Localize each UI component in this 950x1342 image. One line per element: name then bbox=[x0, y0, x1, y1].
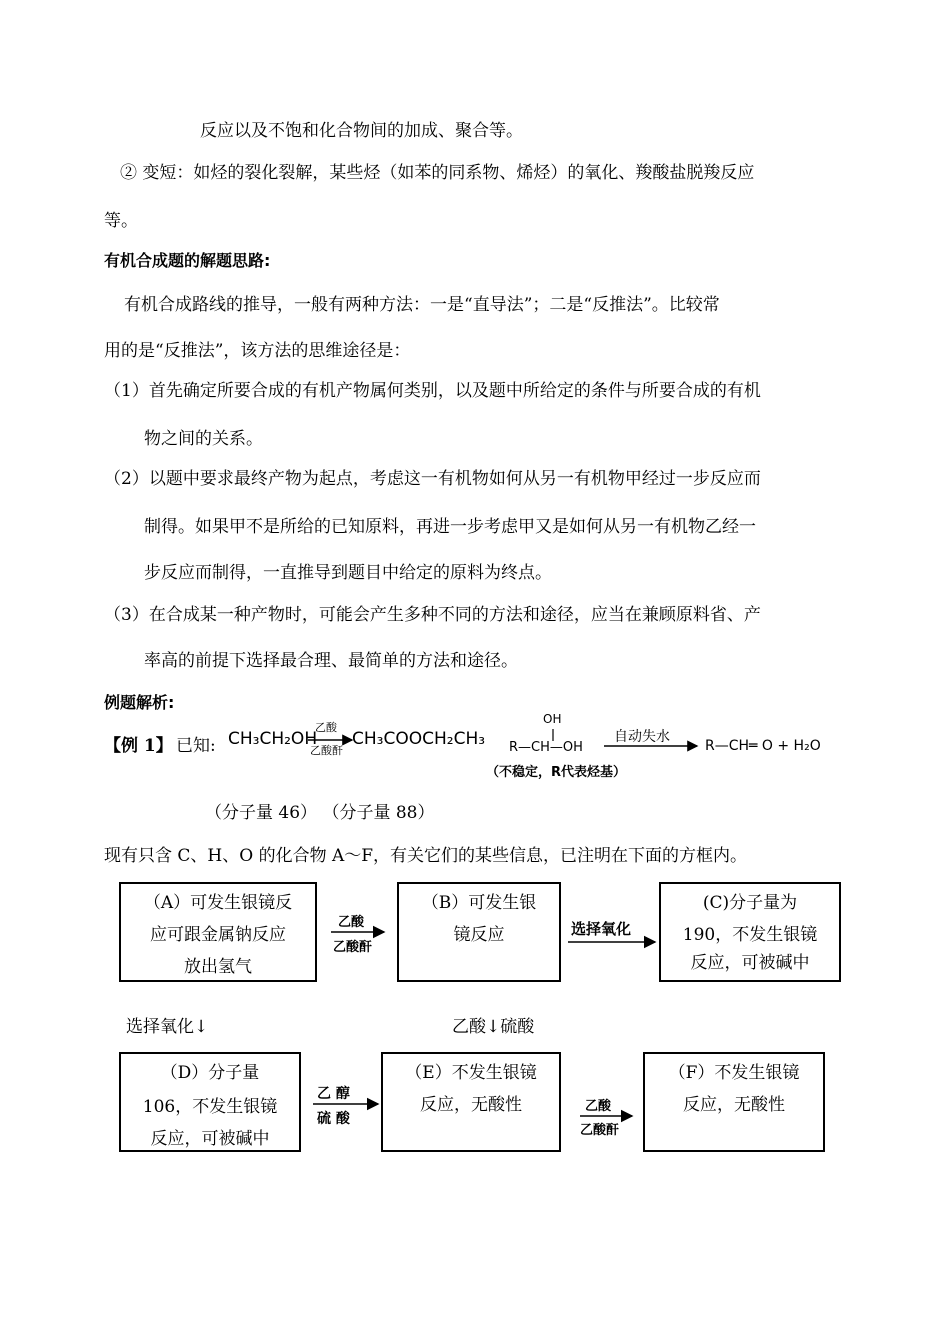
arrow-de-top: 乙 醇 bbox=[317, 1086, 350, 1102]
step-line: 率高的前提下选择最合理、最简单的方法和途径。 bbox=[144, 651, 518, 671]
problem-description: 现有只含 C、H、O 的化合物 A～F，有关它们的某些信息，已注明在下面的方框内。 bbox=[104, 846, 748, 866]
arrow-ef-top: 乙酸 bbox=[585, 1099, 612, 1114]
box-d-line: （D）分子量 bbox=[160, 1063, 260, 1083]
step-line: 步反应而制得，一直推导到题目中给定的原料为终点。 bbox=[144, 563, 552, 583]
box-c-line: (C)分子量为 bbox=[702, 893, 798, 913]
arrow-label: 自动失水 bbox=[614, 729, 670, 745]
box-f-line: （F）不发生银镜 bbox=[668, 1063, 800, 1083]
box-e-line: 反应，无酸性 bbox=[420, 1095, 522, 1115]
arrow-bc-label: 选择氧化 bbox=[571, 920, 632, 938]
box-c-line: 190，不发生银镜 bbox=[682, 925, 818, 945]
box-a-line: （A）可发生银镜反 bbox=[143, 893, 293, 913]
arrow-a-down: 选择氧化↓ bbox=[126, 1017, 209, 1037]
para-line: 有机合成路线的推导，一般有两种方法：一是“直导法”；二是“反推法”。比较常 bbox=[124, 295, 720, 315]
oh-group: OH bbox=[543, 712, 562, 726]
box-a-line: 应可跟金属钠反应 bbox=[150, 925, 286, 945]
step-line: 制得。如果甲不是所给的已知原料，再进一步考虑甲又是如何从另一有机物乙经一 bbox=[144, 517, 756, 537]
example-known: 已知: bbox=[176, 736, 216, 756]
box-f-line: 反应，无酸性 bbox=[683, 1095, 785, 1115]
step-line: （1）首先确定所要合成的有机产物属何类别，以及题中所给定的条件与所要合成的有机 bbox=[104, 381, 761, 401]
condition-top: 乙酸 bbox=[315, 721, 337, 734]
arrow-ab-bottom: 乙酸酐 bbox=[333, 940, 373, 955]
para-line: 用的是“反推法”，该方法的思维途径是： bbox=[104, 341, 411, 361]
step-line: （2）以题中要求最终产物为起点，考虑这一有机物如何从另一有机物甲经过一步反应而 bbox=[104, 469, 761, 489]
box-d-line: 106，不发生银镜 bbox=[142, 1097, 278, 1117]
reactant-formula: CH₃CH₂OH bbox=[228, 729, 318, 749]
step-line: （3）在合成某一种产物时，可能会产生多种不同的方法和途径，应当在兼顾原料省、产 bbox=[104, 605, 761, 625]
para-line: 等。 bbox=[104, 211, 138, 231]
para-line: 反应以及不饱和化合物间的加成、聚合等。 bbox=[200, 121, 523, 141]
arrow-ab-top: 乙酸 bbox=[338, 915, 365, 930]
arrow-de-bottom: 硫 酸 bbox=[317, 1111, 350, 1127]
reaction-result: R—CH═ O + H₂O bbox=[705, 738, 821, 754]
para-line: ② 变短：如烃的裂化裂解，某些烃（如苯的同系物、烯烃）的氧化、羧酸盐脱羧反应 bbox=[120, 163, 755, 183]
note: （不稳定，R代表烃基） bbox=[486, 765, 627, 780]
arrow-ef-bottom: 乙酸酐 bbox=[580, 1123, 620, 1138]
step-line: 物之间的关系。 bbox=[144, 429, 263, 449]
example-label: 【例 1】 bbox=[104, 736, 173, 756]
condition-bottom: 乙酸酐 bbox=[310, 744, 343, 757]
box-b-line: 镜反应 bbox=[453, 925, 505, 945]
box-d-line: 反应，可被碱中 bbox=[150, 1129, 270, 1149]
section-heading: 有机合成题的解题思路: bbox=[104, 251, 271, 270]
molecular-weight: （分子量 46） （分子量 88） bbox=[205, 803, 435, 823]
section-heading: 例题解析: bbox=[104, 693, 175, 712]
box-b-line: （B）可发生银 bbox=[421, 893, 537, 913]
box-a-line: 放出氢气 bbox=[184, 957, 252, 977]
alcohol-formula: R—CH—OH bbox=[509, 740, 583, 755]
product-formula: CH₃COOCH₂CH₃ bbox=[352, 729, 486, 749]
box-c-line: 反应，可被碱中 bbox=[690, 953, 810, 973]
arrow-c-down: 乙酸↓硫酸 bbox=[452, 1017, 535, 1037]
box-e-line: （E）不发生银镜 bbox=[405, 1063, 537, 1083]
